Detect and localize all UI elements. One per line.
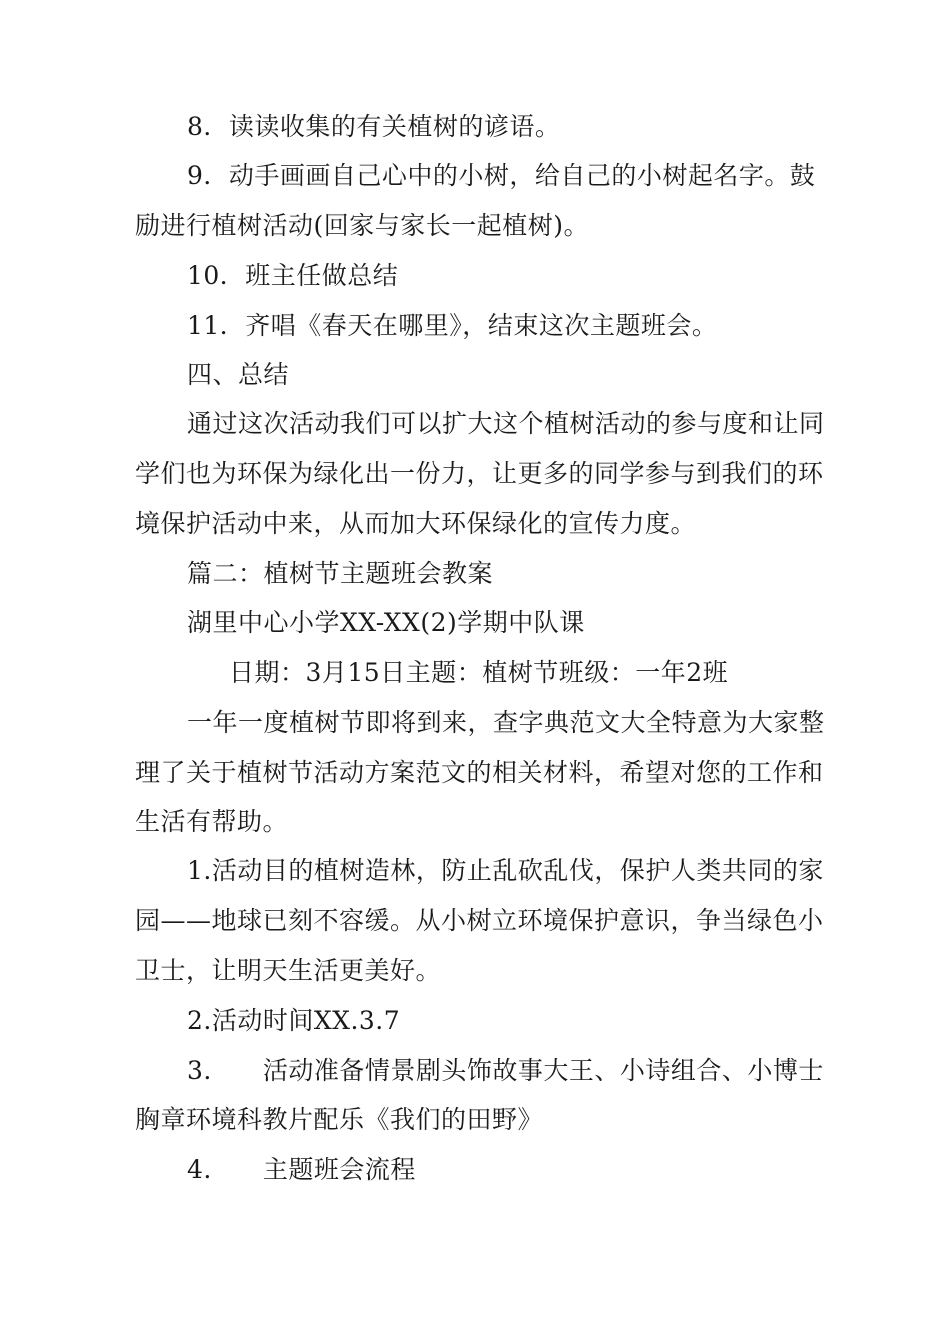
text-line: 理了关于植树节活动方案范文的相关材料，希望对您的工作和 (135, 758, 824, 787)
text-line: 胸章环境科教片配乐《我们的田野》 (135, 1105, 544, 1134)
text-line: 11．齐唱《春天在哪里》，结束这次主题班会。 (187, 311, 718, 340)
text-line: 湖里中心小学XX-XX(2)学期中队课 (187, 608, 585, 637)
text-line: 学们也为环保为绿化出一份力，让更多的同学参与到我们的环 (135, 459, 824, 488)
text-line: 日期：3月15日主题：植树节班级：一年2班 (229, 658, 729, 687)
text-line: 1.活动目的植树造林，防止乱砍乱伐，保护人类共同的家 (187, 856, 824, 885)
text-line: 3. 活动准备情景剧头饰故事大王、小诗组合、小博士 (187, 1056, 824, 1085)
text-line: 2.活动时间XX.3.7 (187, 1006, 401, 1035)
text-line: 境保护活动中来，从而加大环保绿化的宣传力度。 (135, 509, 697, 538)
text-line: 园——地球已刻不容缓。从小树立环境保护意识，争当绿色小 (135, 906, 824, 935)
text-line: 10．班主任做总结 (187, 261, 399, 290)
text-line: 卫士，让明天生活更美好。 (135, 956, 442, 985)
text-line: 励进行植树活动(回家与家长一起植树)。 (135, 211, 590, 240)
text-line: 4. 主题班会流程 (187, 1155, 416, 1184)
section-heading: 四、总结 (187, 360, 290, 389)
text-line: 生活有帮助。 (135, 807, 289, 836)
text-line: 一年一度植树节即将到来，查字典范文大全特意为大家整 (187, 708, 825, 737)
text-line: 9．动手画画自己心中的小树，给自己的小树起名字。鼓 (187, 161, 816, 190)
text-line: 8．读读收集的有关植树的谚语。 (187, 112, 561, 141)
article-title: 篇二：植树节主题班会教案 (187, 559, 494, 588)
text-line: 通过这次活动我们可以扩大这个植树活动的参与度和让同 (187, 409, 825, 438)
